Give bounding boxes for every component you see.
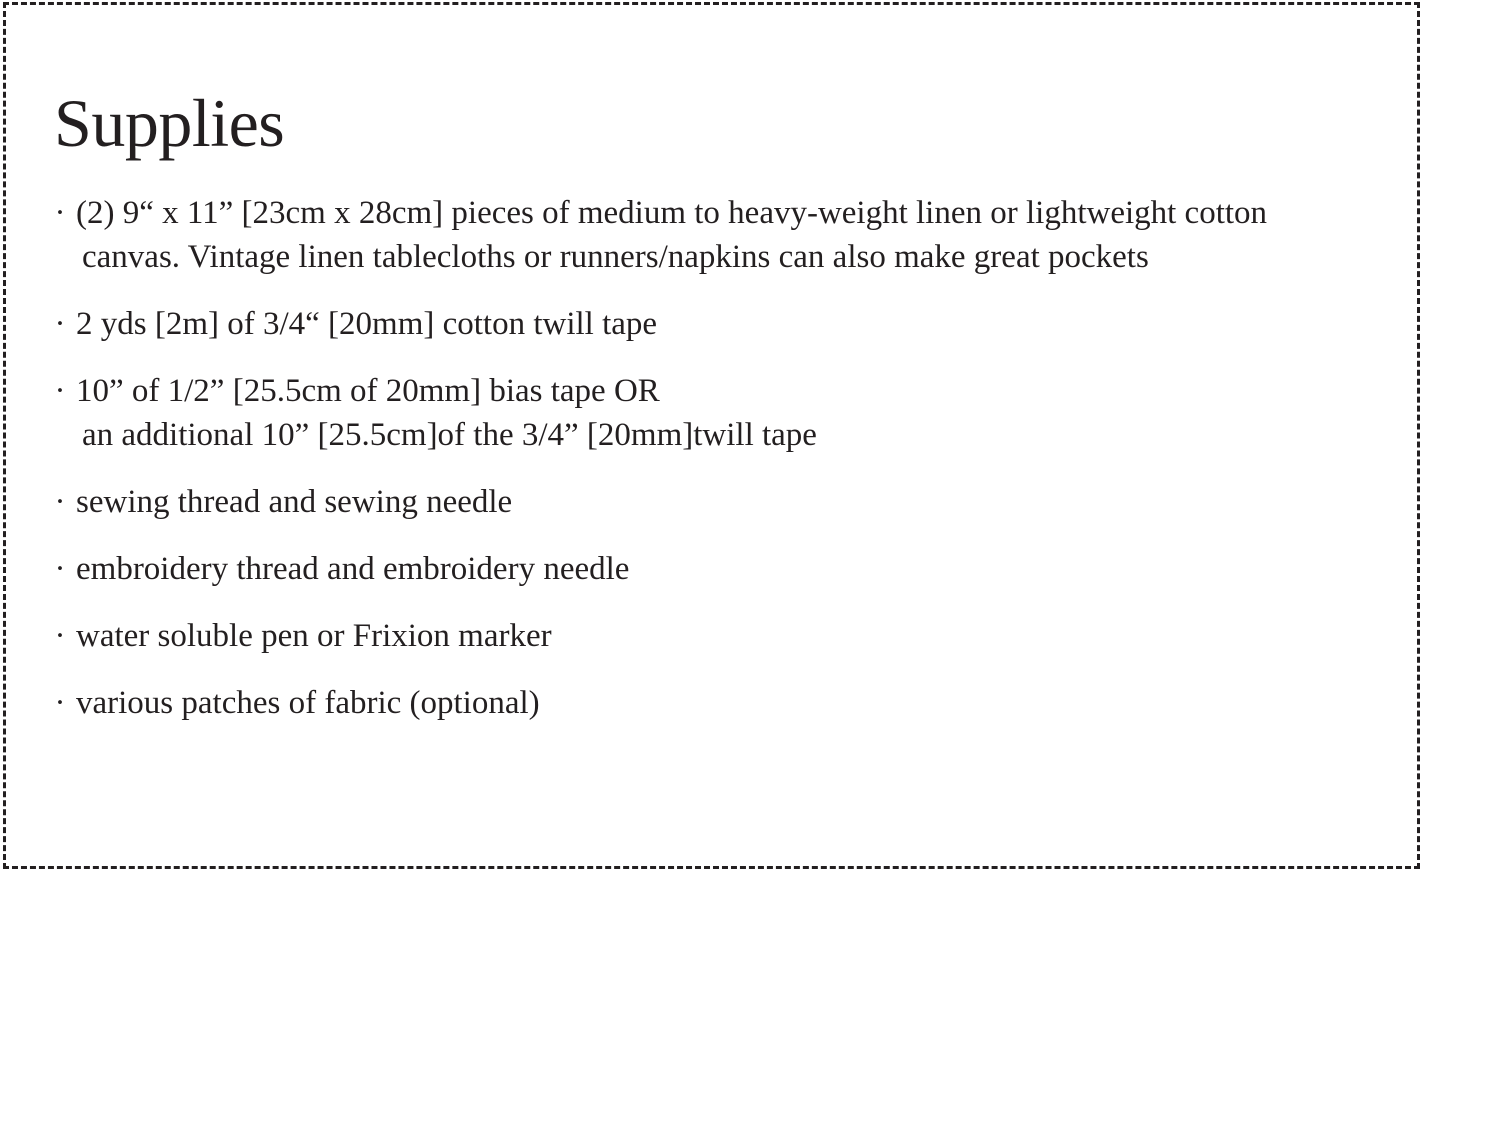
supplies-card [3, 2, 1420, 869]
supply-item-embroidery-thread [50, 547, 1390, 591]
supply-item-text: 10” of 1/2” [25.5cm of 20mm] bias tape OR [76, 373, 660, 409]
supply-item-sewing-thread [50, 480, 1390, 524]
supply-item-twill-tape [50, 302, 1390, 346]
bullet-icon: · [54, 306, 66, 342]
supplies-title: Supplies [54, 85, 285, 161]
bullet-icon: · [54, 618, 66, 654]
supply-item-text-continued: an additional 10” [25.5cm]of the 3/4” [20mm]twill tape [82, 417, 817, 453]
bullet-icon: · [54, 195, 66, 231]
supply-item-bias-tape [50, 369, 1390, 457]
supply-item-marker [50, 614, 1390, 658]
bullet-icon: · [54, 551, 66, 587]
supply-item-text: 2 yds [2m] of 3/4“ [20mm] cotton twill tape [76, 306, 658, 342]
supply-item-text: various patches of fabric (optional) [76, 685, 540, 721]
supply-item-text-continued: canvas. Vintage linen tablecloths or runners/napkins can also make great pockets [82, 239, 1149, 275]
supply-item-fabric-patches [50, 681, 1390, 725]
supply-item-text: water soluble pen or Frixion marker [76, 618, 552, 654]
bullet-icon: · [54, 484, 66, 520]
supply-item-fabric [50, 191, 1390, 279]
supplies-list [50, 191, 1390, 725]
bullet-icon: · [54, 685, 66, 721]
supply-item-text: (2) 9“ x 11” [23cm x 28cm] pieces of medium to heavy-weight linen or lightweight cotton [76, 195, 1268, 231]
supply-item-text: sewing thread and sewing needle [76, 484, 513, 520]
bullet-icon: · [54, 373, 66, 409]
supply-item-text: embroidery thread and embroidery needle [76, 551, 630, 587]
